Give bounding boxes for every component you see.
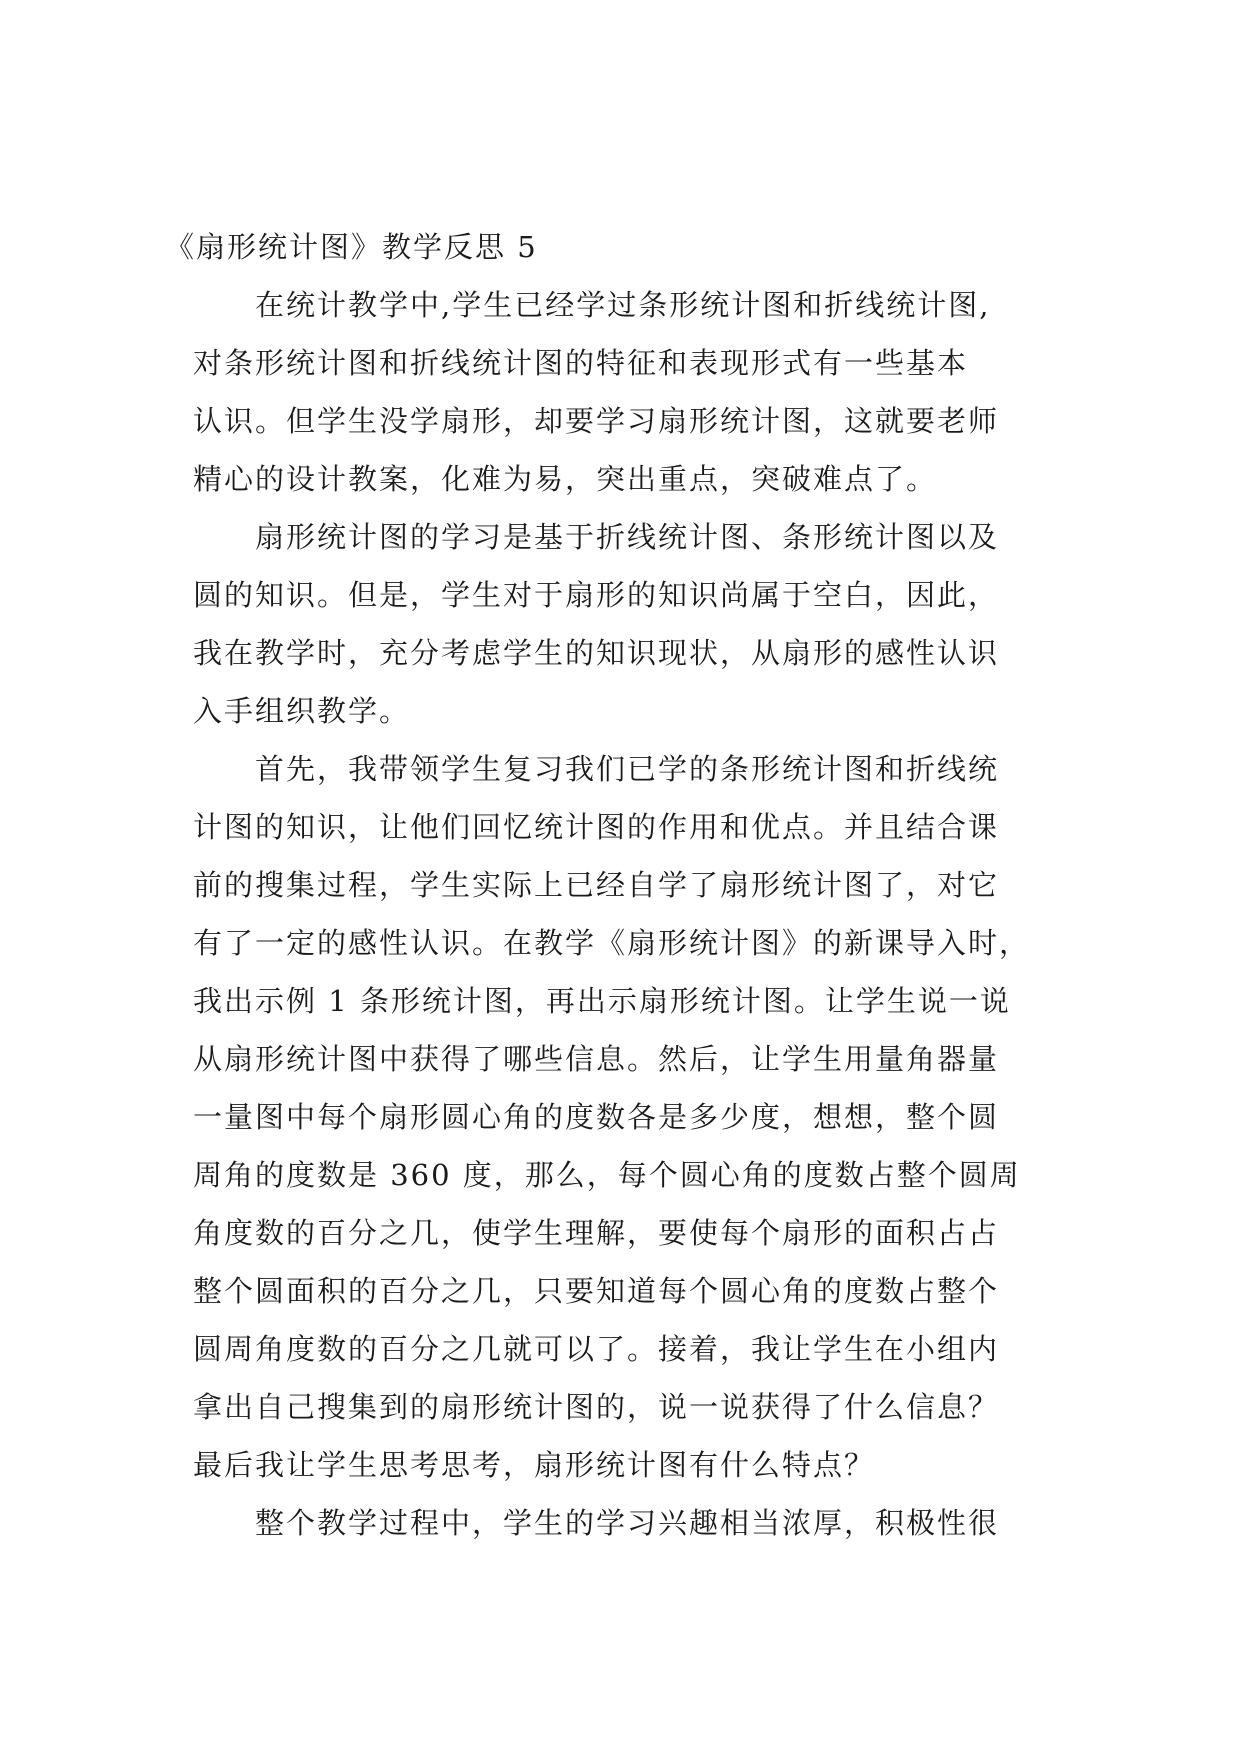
paragraph-line: 圆周角度数的百分之几就可以了。接着，我让学生在小组内 bbox=[193, 1332, 1000, 1366]
paragraph-line: 拿出自己搜集到的扇形统计图的，说一说获得了什么信息？ bbox=[193, 1390, 1000, 1424]
paragraph-line: 周角的度数是 360 度，那么，每个圆心角的度数占整个圆周 bbox=[193, 1158, 1021, 1192]
paragraph-line: 一量图中每个扇形圆心角的度数各是多少度，想想，整个圆 bbox=[193, 1100, 1000, 1134]
paragraph-line: 有了一定的感性认识。在教学《扇形统计图》的新课导入时， bbox=[193, 926, 1031, 960]
paragraph-2 bbox=[193, 508, 1093, 740]
paragraph-line: 前的搜集过程，学生实际上已经自学了扇形统计图了，对它 bbox=[193, 868, 1000, 902]
paragraph-line: 首先，我带领学生复习我们已学的条形统计图和折线统 bbox=[255, 752, 1000, 786]
document-body bbox=[165, 218, 1093, 1552]
paragraph-line: 圆的知识。但是，学生对于扇形的知识尚属于空白，因此， bbox=[193, 578, 1000, 612]
paragraph-line: 整个圆面积的百分之几，只要知道每个圆心角的度数占整个 bbox=[193, 1274, 1000, 1308]
paragraph-line: 从扇形统计图中获得了哪些信息。然后，让学生用量角器量 bbox=[193, 1042, 1000, 1076]
paragraph-1 bbox=[193, 276, 1093, 508]
paragraph-line: 角度数的百分之几，使学生理解，要使每个扇形的面积占占 bbox=[193, 1216, 1000, 1250]
paragraph-line: 对条形统计图和折线统计图的特征和表现形式有一些基本 bbox=[193, 346, 969, 380]
paragraph-line: 认识。但学生没学扇形，却要学习扇形统计图，这就要老师 bbox=[193, 404, 1000, 438]
paragraph-line: 入手组织教学。 bbox=[193, 694, 411, 728]
paragraph-line: 在统计教学中,学生已经学过条形统计图和折线统计图, bbox=[255, 288, 991, 322]
paragraph-3 bbox=[193, 740, 1093, 1494]
paragraph-line: 我出示例 1 条形统计图，再出示扇形统计图。让学生说一说 bbox=[193, 984, 1011, 1018]
paragraph-4 bbox=[193, 1494, 1093, 1552]
paragraph-line: 整个教学过程中，学生的学习兴趣相当浓厚，积极性很 bbox=[255, 1506, 1000, 1540]
paragraph-line: 精心的设计教案，化难为易，突出重点，突破难点了。 bbox=[193, 462, 938, 496]
paragraph-line: 扇形统计图的学习是基于折线统计图、条形统计图以及 bbox=[255, 520, 1000, 554]
document-title: 《扇形统计图》教学反思 5 bbox=[165, 230, 538, 264]
paragraph-line: 我在教学时，充分考虑学生的知识现状，从扇形的感性认识 bbox=[193, 636, 1000, 670]
paragraph-line: 计图的知识，让他们回忆统计图的作用和优点。并且结合课 bbox=[193, 810, 1000, 844]
paragraph-line: 最后我让学生思考思考，扇形统计图有什么特点？ bbox=[193, 1448, 876, 1482]
